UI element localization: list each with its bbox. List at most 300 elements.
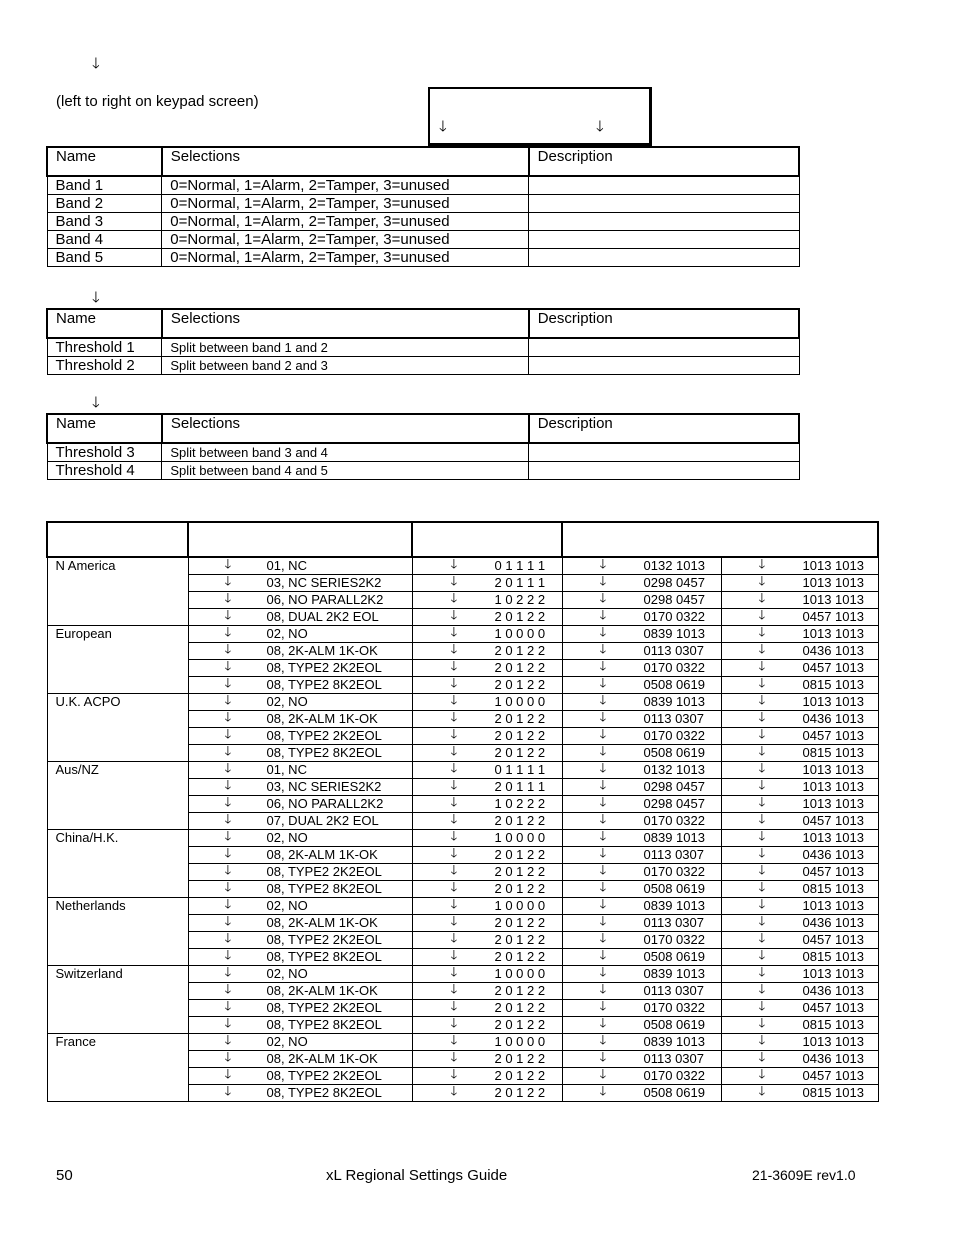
cell-value: 0170 0322 [643, 864, 705, 879]
cell-value: 0457 1013 [802, 1000, 864, 1015]
zone-type-cell [188, 677, 412, 694]
threshold-a-cell [562, 1051, 721, 1068]
region-name: China/H.K. [47, 830, 188, 898]
down-arrow-icon: 🡓 [758, 948, 766, 963]
threshold-a-cell [562, 677, 721, 694]
down-arrow-icon: 🡓 [224, 1016, 232, 1031]
threshold-a-cell [562, 660, 721, 677]
threshold-b-cell [721, 898, 878, 915]
band-name: Band 4 [47, 231, 162, 249]
cell-value: 0132 1013 [643, 762, 705, 777]
down-arrow-icon: 🡓 [758, 863, 766, 878]
zone-type-cell [188, 1085, 412, 1102]
threshold-b-cell [721, 1017, 878, 1034]
threshold-b-cell [721, 592, 878, 609]
threshold-a-cell [562, 557, 721, 575]
down-arrow-icon: 🡓 [758, 829, 766, 844]
zone-type-cell [188, 660, 412, 677]
cell-value: 1 0 0 0 0 [494, 626, 546, 641]
down-arrow-icon: 🡓 [758, 625, 766, 640]
zone-type-cell [188, 881, 412, 898]
threshold-b-cell [721, 557, 878, 575]
band-description [529, 231, 799, 249]
region-name: N America [47, 557, 188, 626]
down-arrow-icon: 🡓 [599, 557, 607, 572]
down-arrow-icon: 🡓 [599, 1050, 607, 1065]
band-map-cell [412, 592, 562, 609]
cell-value: 08, TYPE2 8K2EOL [266, 1017, 382, 1032]
band-map-cell [412, 762, 562, 779]
down-arrow-icon: 🡓 [450, 846, 458, 861]
zone-type-cell [188, 796, 412, 813]
down-arrow-icon: 🡓 [599, 676, 607, 691]
down-arrow-icon: 🡓 [450, 710, 458, 725]
cell-value: 0839 1013 [643, 898, 705, 913]
zone-type-cell [188, 575, 412, 592]
region-name: Netherlands [47, 898, 188, 966]
cell-value: 0436 1013 [802, 983, 864, 998]
down-arrow-icon: 🡓 [224, 982, 232, 997]
down-arrow-icon: 🡓 [599, 659, 607, 674]
down-arrow-icon: 🡓 [599, 931, 607, 946]
header-name: Name [47, 147, 162, 176]
threshold-description [529, 462, 799, 480]
band-selection: 0=Normal, 1=Alarm, 2=Tamper, 3=unused [162, 176, 529, 195]
down-arrow-icon: 🡓 [599, 795, 607, 810]
band-map-cell [412, 745, 562, 762]
cell-value: 0170 0322 [643, 813, 705, 828]
cell-value: 1013 1013 [802, 558, 864, 573]
down-arrow-icon: 🡓 [450, 982, 458, 997]
cell-value: 0436 1013 [802, 847, 864, 862]
threshold-a-cell [562, 762, 721, 779]
band-map-cell [412, 966, 562, 983]
cell-value: 2 0 1 2 2 [494, 847, 546, 862]
cell-value: 07, DUAL 2K2 EOL [266, 813, 379, 828]
cell-value: 03, NC SERIES2K2 [266, 779, 382, 794]
threshold-b-cell [721, 762, 878, 779]
down-arrow-icon: 🡓 [599, 829, 607, 844]
threshold-name: Threshold 4 [47, 462, 162, 480]
threshold-table-1 [46, 308, 800, 375]
down-arrow-icon: 🡓 [758, 1016, 766, 1031]
cell-value: 2 0 1 2 2 [494, 881, 546, 896]
table-row [47, 338, 799, 357]
band-map-cell [412, 1085, 562, 1102]
down-arrow-icon: 🡓 [224, 1050, 232, 1065]
down-arrow-icon: 🡓 [450, 897, 458, 912]
band-selection: 0=Normal, 1=Alarm, 2=Tamper, 3=unused [162, 231, 529, 249]
threshold-a-cell [562, 1017, 721, 1034]
cell-value: 0815 1013 [802, 881, 864, 896]
threshold-b-cell [721, 745, 878, 762]
cell-value: 0170 0322 [643, 728, 705, 743]
down-arrow-icon: 🡓 [758, 557, 766, 572]
cell-value: 0508 0619 [643, 677, 705, 692]
down-arrow-icon: 🡓 [599, 1033, 607, 1048]
cell-value: 08, 2K-ALM 1K-OK [266, 711, 378, 726]
down-arrow-icon: 🡓 [224, 812, 232, 827]
band-map-cell [412, 881, 562, 898]
cell-value: 0839 1013 [643, 694, 705, 709]
down-arrow-icon: 🡓 [599, 846, 607, 861]
down-arrow-icon: 🡓 [450, 914, 458, 929]
down-arrow-icon: 🡓 [450, 863, 458, 878]
band-map-cell [412, 694, 562, 711]
down-arrow-icon: 🡓 [599, 863, 607, 878]
band-map-cell [412, 711, 562, 728]
threshold-b-cell [721, 779, 878, 796]
down-arrow-icon: 🡓 [224, 948, 232, 963]
threshold-a-cell [562, 966, 721, 983]
down-arrow-icon: 🡓 [439, 117, 447, 135]
cell-value: 0839 1013 [643, 626, 705, 641]
table-header-row [47, 522, 878, 557]
zone-type-cell [188, 949, 412, 966]
cell-value: 0839 1013 [643, 966, 705, 981]
threshold-a-cell [562, 847, 721, 864]
down-arrow-icon: 🡓 [224, 863, 232, 878]
down-arrow-icon: 🡓 [599, 778, 607, 793]
threshold-a-cell [562, 830, 721, 847]
threshold-b-cell [721, 881, 878, 898]
down-arrow-icon: 🡓 [758, 1067, 766, 1082]
cell-value: 0132 1013 [643, 558, 705, 573]
band-name: Band 1 [47, 176, 162, 195]
cell-value: 1013 1013 [802, 575, 864, 590]
down-arrow-icon: 🡓 [224, 693, 232, 708]
table-row [47, 249, 799, 267]
down-arrow-icon: 🡓 [224, 625, 232, 640]
cell-value: 08, 2K-ALM 1K-OK [266, 643, 378, 658]
threshold-a-cell [562, 864, 721, 881]
down-arrow-icon: 🡓 [224, 914, 232, 929]
region-name: Aus/NZ [47, 762, 188, 830]
down-arrow-icon: 🡓 [450, 557, 458, 572]
band-map-cell [412, 643, 562, 660]
cell-value: 0508 0619 [643, 949, 705, 964]
down-arrow-icon: 🡓 [224, 659, 232, 674]
zone-type-cell [188, 609, 412, 626]
cell-value: 02, NO [266, 966, 308, 981]
cell-value: 2 0 1 2 2 [494, 745, 546, 760]
cell-value: 08, 2K-ALM 1K-OK [266, 847, 378, 862]
cell-value: 0113 0307 [643, 643, 704, 658]
cell-value: 0508 0619 [643, 745, 705, 760]
table-row [47, 762, 878, 779]
cell-value: 02, NO [266, 1034, 308, 1049]
cell-value: 02, NO [266, 626, 308, 641]
down-arrow-icon: 🡓 [224, 795, 232, 810]
cell-value: 2 0 1 2 2 [494, 864, 546, 879]
threshold-name: Threshold 3 [47, 443, 162, 462]
cell-value: 0436 1013 [802, 643, 864, 658]
table-row [47, 462, 799, 480]
cell-value: 2 0 1 2 2 [494, 728, 546, 743]
band-selection: 0=Normal, 1=Alarm, 2=Tamper, 3=unused [162, 195, 529, 213]
down-arrow-icon: 🡓 [599, 1016, 607, 1031]
zone-type-cell [188, 898, 412, 915]
table-row [47, 898, 878, 915]
down-arrow-icon: 🡓 [92, 393, 100, 411]
down-arrow-icon: 🡓 [450, 931, 458, 946]
zone-type-cell [188, 557, 412, 575]
zone-type-cell [188, 694, 412, 711]
document-id: 21-3609E rev1.0 [752, 1167, 856, 1183]
cell-value: 06, NO PARALL2K2 [266, 592, 384, 607]
zone-type-cell [188, 1068, 412, 1085]
down-arrow-icon: 🡓 [599, 761, 607, 776]
threshold-a-cell [562, 1034, 721, 1051]
down-arrow-icon: 🡓 [758, 676, 766, 691]
cell-value: 2 0 1 2 2 [494, 1000, 546, 1015]
zone-type-cell [188, 1051, 412, 1068]
down-arrow-icon: 🡓 [758, 727, 766, 742]
threshold-a-cell [562, 711, 721, 728]
down-arrow-icon: 🡓 [758, 591, 766, 606]
cell-value: 0113 0307 [643, 983, 704, 998]
table-row [47, 176, 799, 195]
region-name: U.K. ACPO [47, 694, 188, 762]
band-map-cell [412, 1068, 562, 1085]
down-arrow-icon: 🡓 [224, 574, 232, 589]
threshold-name: Threshold 1 [47, 338, 162, 357]
down-arrow-icon: 🡓 [599, 625, 607, 640]
cell-value: 0170 0322 [643, 932, 705, 947]
threshold-a-cell [562, 915, 721, 932]
cell-value: 08, TYPE2 8K2EOL [266, 949, 382, 964]
down-arrow-icon: 🡓 [224, 591, 232, 606]
threshold-a-cell [562, 694, 721, 711]
threshold-a-cell [562, 881, 721, 898]
down-arrow-icon: 🡓 [599, 982, 607, 997]
threshold-a-cell [562, 592, 721, 609]
band-map-cell [412, 932, 562, 949]
header-zone-type [188, 522, 412, 557]
cell-value: 1 0 2 2 2 [494, 796, 546, 811]
header-name: Name [47, 309, 162, 338]
table-row [47, 1034, 878, 1051]
band-name: Band 2 [47, 195, 162, 213]
down-arrow-icon: 🡓 [224, 727, 232, 742]
down-arrow-icon: 🡓 [450, 948, 458, 963]
band-map-cell [412, 557, 562, 575]
zone-type-cell [188, 813, 412, 830]
down-arrow-icon: 🡓 [450, 727, 458, 742]
band-description [529, 195, 799, 213]
down-arrow-icon: 🡓 [224, 744, 232, 759]
table-row [47, 694, 878, 711]
band-selection: 0=Normal, 1=Alarm, 2=Tamper, 3=unused [162, 249, 529, 267]
table-row [47, 830, 878, 847]
cell-value: 2 0 1 2 2 [494, 1085, 546, 1100]
region-table [46, 521, 879, 1102]
threshold-b-cell [721, 660, 878, 677]
threshold-a-cell [562, 983, 721, 1000]
cell-value: 1013 1013 [802, 966, 864, 981]
threshold-b-cell [721, 847, 878, 864]
zone-type-cell [188, 592, 412, 609]
zone-type-cell [188, 626, 412, 643]
down-arrow-icon: 🡓 [224, 761, 232, 776]
cell-value: 0508 0619 [643, 1017, 705, 1032]
cell-value: 1013 1013 [802, 796, 864, 811]
table-row [47, 213, 799, 231]
threshold-a-cell [562, 1000, 721, 1017]
threshold-selection: Split between band 4 and 5 [162, 462, 529, 480]
cell-value: 0815 1013 [802, 1085, 864, 1100]
cell-value: 08, TYPE2 2K2EOL [266, 1000, 382, 1015]
band-map-cell [412, 609, 562, 626]
cell-value: 0113 0307 [643, 1051, 704, 1066]
threshold-name: Threshold 2 [47, 357, 162, 375]
down-arrow-icon: 🡓 [450, 829, 458, 844]
down-arrow-icon: 🡓 [758, 761, 766, 776]
threshold-b-cell [721, 1051, 878, 1068]
band-map-cell [412, 677, 562, 694]
cell-value: 08, 2K-ALM 1K-OK [266, 915, 378, 930]
cell-value: 0457 1013 [802, 609, 864, 624]
table-header-row [47, 147, 799, 176]
threshold-table-2 [46, 413, 800, 480]
cell-value: 08, 2K-ALM 1K-OK [266, 1051, 378, 1066]
cell-value: 2 0 1 2 2 [494, 949, 546, 964]
cell-value: 2 0 1 2 2 [494, 813, 546, 828]
band-name: Band 3 [47, 213, 162, 231]
header-region [47, 522, 188, 557]
threshold-a-cell [562, 796, 721, 813]
threshold-b-cell [721, 643, 878, 660]
cell-value: 0839 1013 [643, 830, 705, 845]
cell-value: 1013 1013 [802, 898, 864, 913]
down-arrow-icon: 🡓 [450, 999, 458, 1014]
cell-value: 08, 2K-ALM 1K-OK [266, 983, 378, 998]
down-arrow-icon: 🡓 [450, 744, 458, 759]
down-arrow-icon: 🡓 [450, 693, 458, 708]
down-arrow-icon: 🡓 [599, 1067, 607, 1082]
cell-value: 2 0 1 2 2 [494, 643, 546, 658]
cell-value: 0298 0457 [643, 796, 705, 811]
cell-value: 08, TYPE2 8K2EOL [266, 1085, 382, 1100]
zone-type-cell [188, 932, 412, 949]
cell-value: 0 1 1 1 1 [494, 558, 546, 573]
zone-type-cell [188, 1017, 412, 1034]
band-description [529, 213, 799, 231]
cell-value: 0457 1013 [802, 813, 864, 828]
zone-type-cell [188, 728, 412, 745]
threshold-b-cell [721, 813, 878, 830]
cell-value: 1013 1013 [802, 1034, 864, 1049]
down-arrow-icon: 🡓 [450, 642, 458, 657]
down-arrow-icon: 🡓 [224, 880, 232, 895]
keypad-screen-box [428, 87, 652, 146]
band-map-cell [412, 1051, 562, 1068]
down-arrow-icon: 🡓 [758, 931, 766, 946]
band-map-cell [412, 779, 562, 796]
zone-type-cell [188, 1000, 412, 1017]
down-arrow-icon: 🡓 [450, 812, 458, 827]
cell-value: 0508 0619 [643, 1085, 705, 1100]
table-row [47, 626, 878, 643]
cell-value: 03, NC SERIES2K2 [266, 575, 382, 590]
cell-value: 2 0 1 2 2 [494, 1051, 546, 1066]
threshold-selection: Split between band 2 and 3 [162, 357, 529, 375]
zone-type-cell [188, 643, 412, 660]
band-map-cell [412, 983, 562, 1000]
band-table [46, 146, 800, 267]
cell-value: 08, TYPE2 2K2EOL [266, 1068, 382, 1083]
down-arrow-icon: 🡓 [758, 642, 766, 657]
threshold-a-cell [562, 949, 721, 966]
band-map-cell [412, 728, 562, 745]
band-map-cell [412, 830, 562, 847]
down-arrow-icon: 🡓 [758, 982, 766, 997]
zone-type-cell [188, 779, 412, 796]
down-arrow-icon: 🡓 [758, 1084, 766, 1099]
cell-value: 2 0 1 2 2 [494, 983, 546, 998]
cell-value: 2 0 1 2 2 [494, 1017, 546, 1032]
cell-value: 08, TYPE2 2K2EOL [266, 932, 382, 947]
cell-value: 08, TYPE2 2K2EOL [266, 660, 382, 675]
threshold-a-cell [562, 745, 721, 762]
down-arrow-icon: 🡓 [599, 812, 607, 827]
threshold-a-cell [562, 898, 721, 915]
cell-value: 1013 1013 [802, 626, 864, 641]
threshold-b-cell [721, 1068, 878, 1085]
threshold-b-cell [721, 694, 878, 711]
cell-value: 0457 1013 [802, 728, 864, 743]
header-description: Description [529, 414, 799, 443]
down-arrow-icon: 🡓 [450, 778, 458, 793]
down-arrow-icon: 🡓 [599, 608, 607, 623]
down-arrow-icon: 🡓 [92, 288, 100, 306]
down-arrow-icon: 🡓 [450, 965, 458, 980]
page-number: 50 [56, 1167, 73, 1184]
band-name: Band 5 [47, 249, 162, 267]
header-selections: Selections [162, 309, 529, 338]
cell-value: 08, TYPE2 8K2EOL [266, 677, 382, 692]
table-row [47, 966, 878, 983]
threshold-b-cell [721, 983, 878, 1000]
band-map-cell [412, 847, 562, 864]
cell-value: 0170 0322 [643, 1000, 705, 1015]
down-arrow-icon: 🡓 [758, 914, 766, 929]
cell-value: 2 0 1 1 1 [494, 779, 546, 794]
down-arrow-icon: 🡓 [758, 1033, 766, 1048]
threshold-b-cell [721, 966, 878, 983]
cell-value: 0457 1013 [802, 1068, 864, 1083]
cell-value: 2 0 1 2 2 [494, 677, 546, 692]
cell-value: 0113 0307 [643, 711, 704, 726]
threshold-a-cell [562, 779, 721, 796]
down-arrow-icon: 🡓 [224, 829, 232, 844]
down-arrow-icon: 🡓 [450, 1033, 458, 1048]
down-arrow-icon: 🡓 [758, 897, 766, 912]
cell-value: 0 1 1 1 1 [494, 762, 546, 777]
threshold-description [529, 357, 799, 375]
cell-value: 08, TYPE2 8K2EOL [266, 745, 382, 760]
down-arrow-icon: 🡓 [450, 676, 458, 691]
cell-value: 2 0 1 2 2 [494, 660, 546, 675]
down-arrow-icon: 🡓 [599, 710, 607, 725]
threshold-b-cell [721, 915, 878, 932]
down-arrow-icon: 🡓 [224, 1067, 232, 1082]
cell-value: 2 0 1 2 2 [494, 609, 546, 624]
cell-value: 2 0 1 2 2 [494, 1068, 546, 1083]
cell-value: 0170 0322 [643, 609, 705, 624]
band-map-cell [412, 864, 562, 881]
header-description: Description [529, 309, 799, 338]
